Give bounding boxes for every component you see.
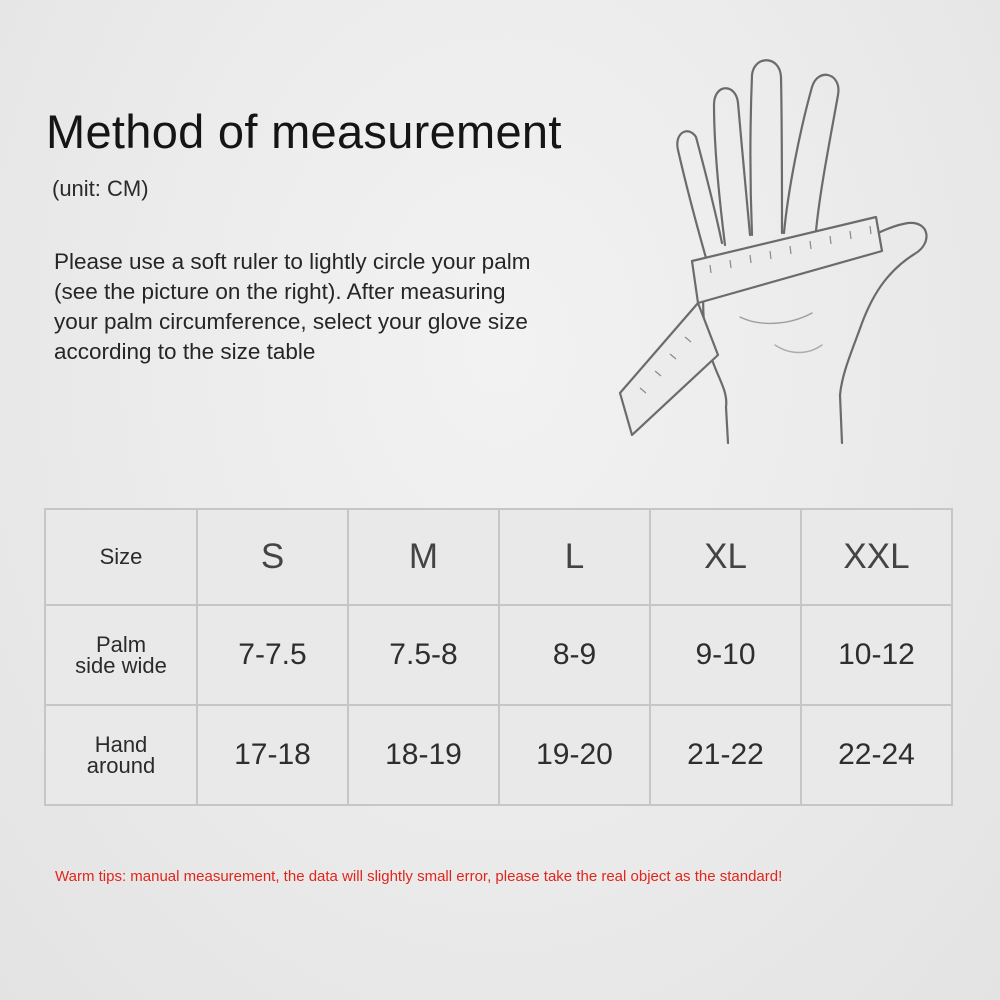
table-row — [45, 705, 952, 805]
table-cell: 7.5-8 — [348, 605, 499, 705]
size-table — [44, 508, 953, 806]
size-header-label — [45, 509, 197, 605]
instruction-line: (see the picture on the right). After measuring — [54, 279, 506, 304]
row-label-line: around — [86, 752, 156, 778]
table-cell: 21-22 — [650, 705, 801, 805]
table-cell: 22-24 — [801, 705, 952, 805]
row-label-line: Palm — [95, 631, 147, 657]
row-label-line: Hand — [94, 731, 148, 757]
table-cell: 18-19 — [348, 705, 499, 805]
header-label-line: Size — [99, 544, 143, 570]
instruction-line: according to the size table — [54, 339, 316, 364]
row-label-line: side wide — [75, 652, 167, 678]
page-title: Method of measurement — [46, 105, 562, 158]
hand-with-tape-measure-icon — [590, 55, 990, 445]
palm-side-wide-label — [45, 605, 197, 705]
instruction-line: your palm circumference, select your glove size — [54, 309, 528, 334]
table-cell: 7-7.5 — [197, 605, 348, 705]
table-row — [45, 509, 952, 605]
table-cell: 8-9 — [499, 605, 650, 705]
instruction-line: Please use a soft ruler to lightly circle your palm — [54, 249, 531, 274]
measurement-instructions — [54, 247, 634, 367]
table-cell: 10-12 — [801, 605, 952, 705]
table-cell: 19-20 — [499, 705, 650, 805]
size-cell: XL — [650, 509, 801, 605]
size-cell: XXL — [801, 509, 952, 605]
table-cell: 17-18 — [197, 705, 348, 805]
table-cell: 9-10 — [650, 605, 801, 705]
size-cell: M — [348, 509, 499, 605]
size-cell: S — [197, 509, 348, 605]
warm-tips-note: Warm tips: manual measurement, the data will slightly small error, please take the real object as the standard! — [55, 868, 783, 885]
size-cell: L — [499, 509, 650, 605]
hand-around-label — [45, 705, 197, 805]
table-row — [45, 605, 952, 705]
unit-note: (unit: CM) — [52, 176, 149, 201]
